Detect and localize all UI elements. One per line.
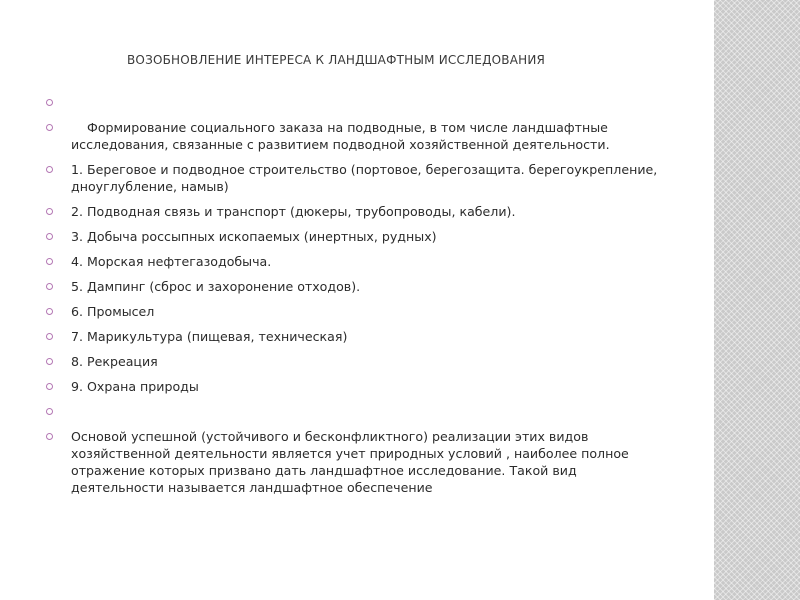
- list-item: [46, 303, 658, 320]
- list-item-text: 5. Дампинг (сброс и захоронение отходов).: [71, 279, 361, 294]
- list-item-text: 2. Подводная связь и транспорт (дюкеры, трубопроводы, кабели).: [71, 204, 516, 219]
- list-item-text: 3. Добыча россыпных ископаемых (инертных, рудных): [71, 229, 437, 244]
- list-item: [46, 428, 658, 496]
- bullet-list: [46, 94, 658, 504]
- list-item-text: 9. Охрана природы: [71, 379, 199, 394]
- bullet-icon: [46, 358, 53, 365]
- list-item: [46, 253, 658, 270]
- list-item: [46, 161, 658, 195]
- list-item: [46, 278, 658, 295]
- list-item: [46, 228, 658, 245]
- list-item-text: 6. Промысел: [71, 304, 155, 319]
- slide-title: ВОЗОБНОВЛЕНИЕ ИНТЕРЕСА К ЛАНДШАФТНЫМ ИССЛЕДОВАНИЯ: [127, 53, 546, 67]
- bullet-icon: [46, 408, 53, 415]
- list-item: [46, 353, 658, 370]
- bullet-icon: [46, 208, 53, 215]
- list-item-text: 1. Береговое и подводное строительство (портовое, берегозащита. берегоукрепление, дноуглубление, намыв): [71, 162, 658, 194]
- bullet-icon: [46, 124, 53, 131]
- list-item: [46, 119, 658, 153]
- bullet-icon: [46, 233, 53, 240]
- list-item-text: Основой успешной (устойчивого и бесконфликтного) реализации этих видов хозяйственной деятельности является учет природных условий , наиболее полное отражение которых призвано дать ландшафтное исследование. Такой вид деятельности называется ландшафтное обеспечение: [71, 429, 629, 495]
- list-item: [46, 203, 658, 220]
- bullet-icon: [46, 433, 53, 440]
- bullet-icon: [46, 99, 53, 106]
- list-item: [46, 403, 658, 420]
- bullet-icon: [46, 333, 53, 340]
- list-item-text: Формирование социального заказа на подводные, в том числе ландшафтные исследования, связанные с развитием подводной хозяйственной деятельности.: [71, 120, 612, 152]
- list-item-text: 7. Марикультура (пищевая, техническая): [71, 329, 348, 344]
- bullet-icon: [46, 166, 53, 173]
- list-item: [46, 94, 658, 111]
- list-item-text: 4. Морская нефтегазодобыча.: [71, 254, 272, 269]
- bullet-icon: [46, 283, 53, 290]
- bullet-icon: [46, 308, 53, 315]
- bullet-icon: [46, 383, 53, 390]
- list-item: [46, 378, 658, 395]
- bullet-icon: [46, 258, 53, 265]
- decorative-side-band: [714, 0, 800, 600]
- list-item: [46, 328, 658, 345]
- list-item-text: 8. Рекреация: [71, 354, 158, 369]
